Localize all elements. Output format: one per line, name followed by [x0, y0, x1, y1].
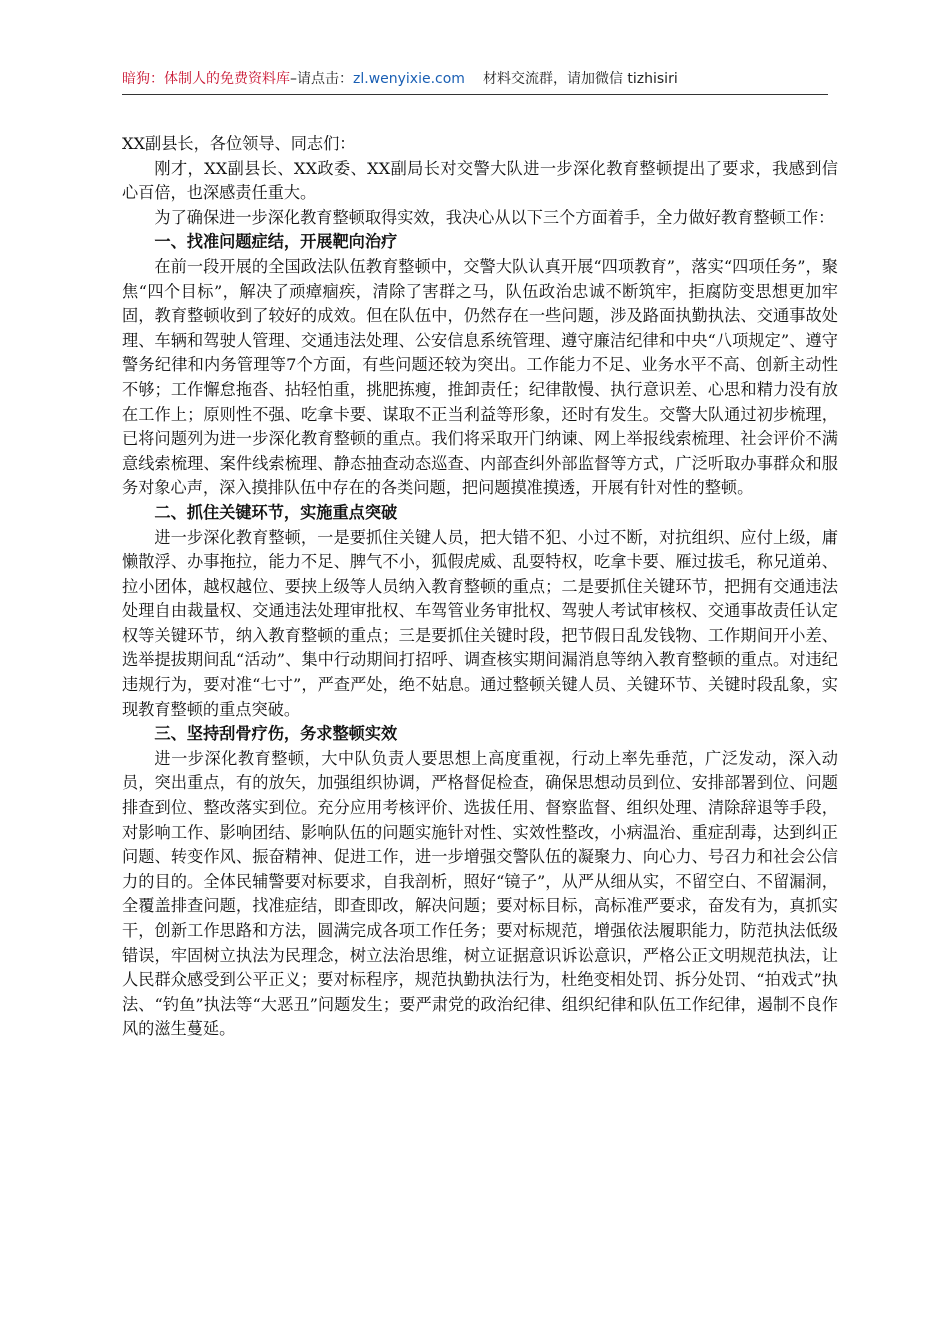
intro-paragraph-1: 刚才，XX副县长、XX政委、XX副局长对交警大队进一步深化教育整顿提出了要求，我感到信心百倍，也深感责任重大。	[122, 158, 838, 203]
header-click-prompt: –请点击：	[290, 71, 353, 87]
section-3-paragraph: 进一步深化教育整顿，大中队负责人要思想上高度重视，行动上率先垂范，广泛发动，深入动员，突出重点，有的放矢，加强组织协调，严格督促检查，确保思想动员到位、安排部署到位、问题排查到位、整改落实到位。充分应用考核评价、选拔任用、督察监督、组织处理、清除辞退等手段，对影响工作、影响团结、影响队伍的问题实施针对性、实效性整改，小病温治、重症刮毒，达到纠正问题、转变作风、振奋精神、促进工作，进一步增强交警队伍的凝聚力、向心力、号召力和社会公信力的目的。全体民辅警要对标要求，自我剖析，照好“镜子”，从严从细从实，不留空白、不留漏洞，全覆盖排查问题，找准症结，即查即改，解决问题；要对标目标，高标准严要求，奋发有为，真抓实干，创新工作思路和方法，圆满完成各项工作任务；要对标规范，增强依法履职能力，防范执法低级错误，牢固树立执法为民理念，树立法治思维，树立证据意识诉讼意识，严格公正文明规范执法，让人民群众感受到公平正义；要对标程序，规范执勤执法行为，杜绝变相处罚、拆分处罚、“拍戏式”执法、“钓鱼”执法等“大恶丑”问题发生；要严肃党的政治纪律、组织纪律和队伍工作纪律，遏制不良作风的滋生蔓延。	[122, 748, 838, 1039]
salutation: XX副县长，各位领导、同志们：	[122, 134, 356, 153]
section-1-paragraph: 在前一段开展的全国政法队伍教育整顿中，交警大队认真开展“四项教育”，落实“四项任务”，聚焦“四个目标”，解决了顽瘴痼疾，清除了害群之马，队伍政治忠诚不断筑牢，拒腐防变思想更加牢固，教育整顿收到了较好的成效。但在队伍中，仍然存在一些问题，涉及路面执勤执法、交通事故处理、车辆和驾驶人管理、交通违法处理、公安信息系统管理、遵守廉洁纪律和中央“八项规定”、遵守警务纪律和内务管理等7个方面，有些问题还较为突出。工作能力不足、业务水平不高、创新主动性不够；工作懈怠拖沓、拈轻怕重，挑肥拣瘦，推卸责任；纪律散慢、执行意识差、心思和精力没有放在工作上；原则性不强、吃拿卡要、谋取不正当利益等形象，还时有发生。交警大队通过初步梳理，已将问题列为进一步深化教育整顿的重点。我们将采取开门纳谏、网上举报线索梳理、社会评价不满意线索梳理、案件线索梳理、静态抽查动态巡查、内部查纠外部监督等方式，广泛听取办事群众和服务对象心声，深入摸排队伍中存在的各类问题，把问题摸准摸透，开展有针对性的整顿。	[122, 256, 838, 498]
section-2-paragraph: 进一步深化教育整顿，一是要抓住关键人员，把大错不犯、小过不断，对抗组织、应付上级，庸懒散浮、办事拖拉，能力不足、脾气不小，狐假虎威、乱耍特权，吃拿卡要、雁过拔毛，称兄道弟、拉小团体，越权越位、要挟上级等人员纳入教育整顿的重点；二是要抓住关键环节，把拥有交通违法处理自由裁量权、交通违法处理审批权、车驾管业务审批权、驾驶人考试审核权、交通事故责任认定权等关键环节，纳入教育整顿的重点；三是要抓住关键时段，把节假日乱发钱物、工作期间开小差、选举提拔期间乱“活动”、集中行动期间打招呼、调查核实期间漏消息等纳入教育整顿的重点。对违纪违规行为，要对准“七寸”，严查严处，绝不姑息。通过整顿关键人员、关键环节、关键时段乱象，实现教育整顿的重点突破。	[122, 527, 838, 719]
header-group-note: 材料交流群，请加微信 tizhisiri	[482, 71, 678, 87]
section-1-heading: 一、找准问题症结，开展靶向治疗	[154, 232, 398, 252]
document-body	[122, 132, 838, 1042]
header-url-link[interactable]: zl.wenyixie.com	[353, 71, 465, 87]
page-header	[122, 68, 828, 90]
intro-paragraph-2: 为了确保进一步深化教育整顿取得实效，我决心从以下三个方面着手，全力做好教育整顿工作：	[154, 207, 835, 227]
header-divider	[122, 94, 828, 95]
section-2-heading: 二、抓住关键环节，实施重点突破	[154, 502, 398, 522]
header-brand: 暗狗：体制人的免费资料库	[122, 71, 290, 87]
section-3-heading: 三、坚持刮骨疗伤，务求整顿实效	[154, 724, 398, 744]
